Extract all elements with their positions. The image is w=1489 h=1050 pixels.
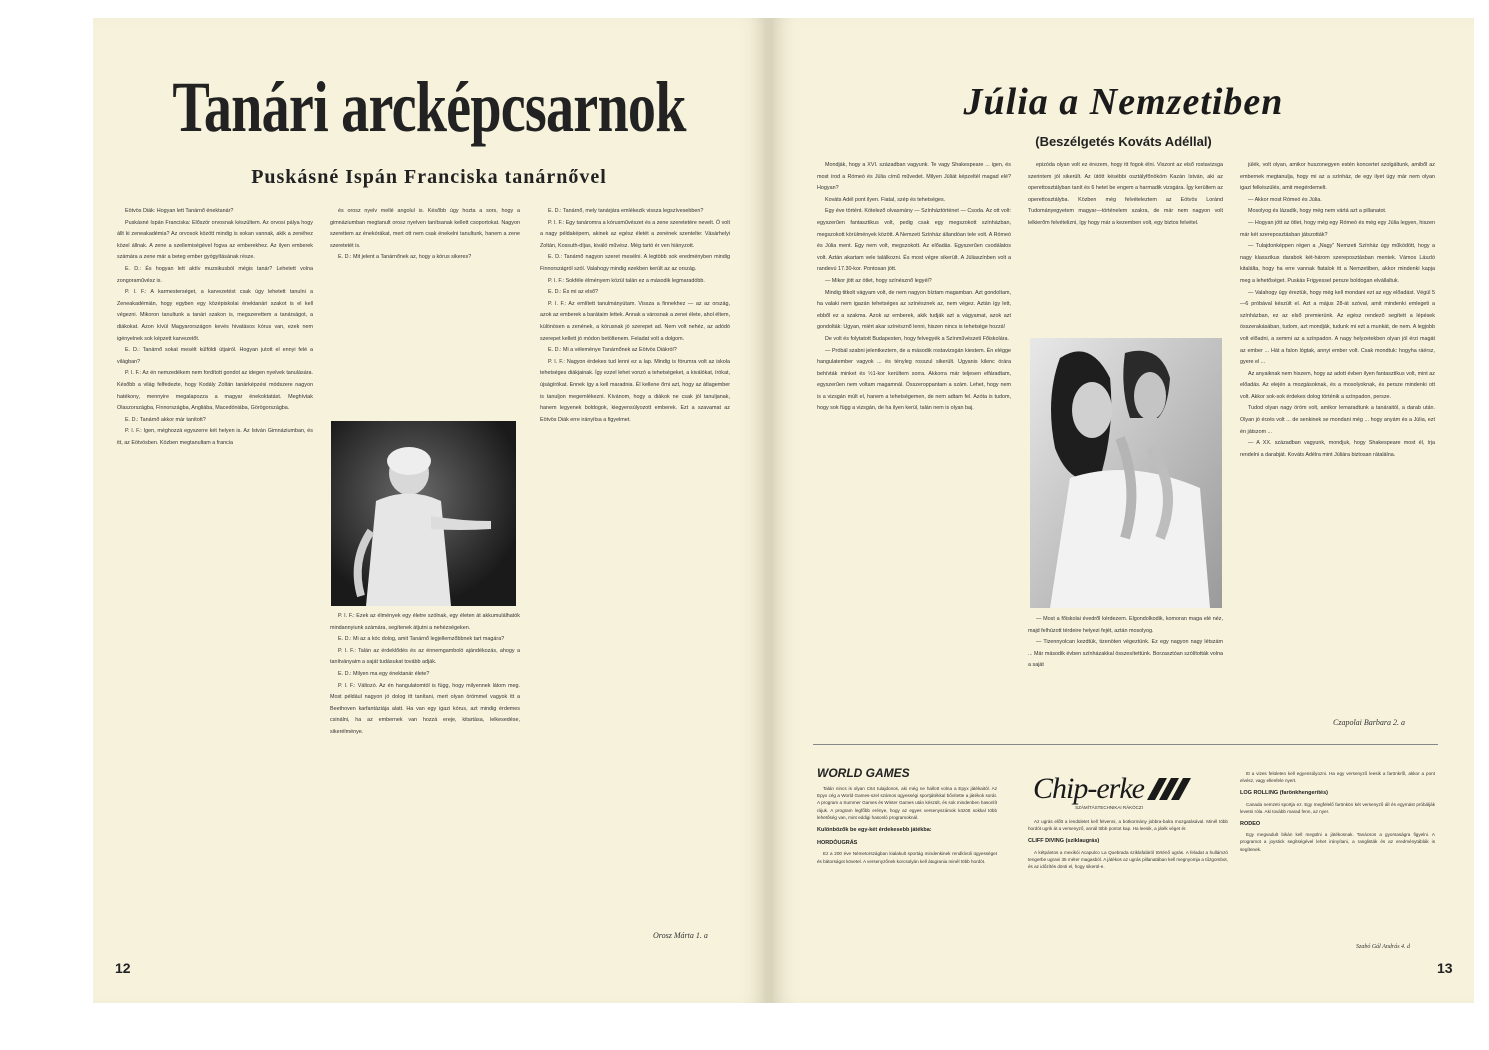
world-games-heading: WORLD GAMES [817,766,910,780]
paragraph: P. I. F.: Változó. Az én hangulatomtól is függ, hogy milyennek látom meg. Most például nagyon jó dolog itt tanítani, mert olyan örömmel vagyok itt a Beethoven karfantáziája alatt. Ha van egy igazi kórus, azt mindig érdemes csinálni, ha az embernek van hozzá ereje, kitartása, lelkesedése, sikerélménye. [330,682,520,735]
paragraph: és orosz nyelv mellé angolul is. Később úgy hozta a sors, hogy a gimnáziumban megtanult orosz nyelven tanítsanak kellett csoportokat. Nagyon szerettem az énekórákat, mert ott nem csak énekelni tanultunk, hanem a zene szeretetét is. [330,208,520,249]
paragraph: De volt és folytatott Budapesten, hogy felvegyék a Színművészeti Főiskolára. [825,335,1009,342]
paragraph: Itt a vizes felületen kell egyensúlyozni. Ha egy versenyző leesik a farönkről, akkor a pont elvész, vagy ellenfele nyert. [1240,771,1435,784]
paragraph: Eötvös Diák: Hogyan lett Tanárnő énektanár? [125,208,234,214]
paragraph: — Valahogy úgy éreztük, hogy még kell mondani ezt az egy előadást. Végül 5—6 próbával készült el. Azt a május 28-át szóval, amit mindenki emlegeti a színházban, ez az első premierünk. Az egész rendező segített a lépések összerakásában, tudom, azt mondják, tudunk mi ezt a munkát, de nem. A legjobb volt előadni, a semmi az a színpadon. A nagy helyzetekben olyan jól érzi magát az ember ... Hát a falon lógtak, annyi ember volt. Csak mondtuk: hogyha ráérsz, gyere el ... [1240,289,1435,366]
article-subtitle: (Beszélgetés Kováts Adéllal) [1035,134,1212,149]
paragraph: — Tizennyolcan kezdtük, tizenöten végeztünk. Ez egy nagyon nagy létszám ... Már második évben színházakkal összesítettünk. Borzasztóan szólították volna a saját [1028,639,1223,669]
author-signature: Szabó Gál András 4. d [1356,944,1411,950]
paragraph: Kováts Adél pont ilyen. Fiatal, szép és tehetséges. [825,196,946,203]
paragraph: P. I. F.: Ezek az élmények egy életre szólnak, egy életen át akkumulálhatók mindannyiunk számára, segítenek átjutni a nehézségeken. [330,613,520,631]
paragraph: júlék, volt olyan, amikor huszonegyen estén koncertet szolgáltunk, amiből az embernek megtanulja, hogy mi az a színház, de egy ilyet úgy már nem olyan igazi felkészülés, amit megérdemelt. [1240,162,1435,192]
paragraph: Mindig titkolt vágyam volt, de nem nagyon bíztam magamban. Azt gondoltam, ha valaki nem igazán tehetséges az színésznek az, nem végez. Aztán így lett, ebből ez a szakma. Azok az emberek, akik tudják azt a vágyamat, azok azt gondolták: Ugyan, miért akar színésznő lenni, hiszen nincs is tehetsége hozzá! [817,289,1011,331]
paragraph: Ez a 200 éve Németországban kialakult sportág mindenkinek rendkívüli ügyességet és bátorságot követel. A versenyzőnek korcsolyán kell átugrania minél több hordót. [817,851,997,864]
article-column-1 [117,206,313,971]
paragraph: — Akkor most Rómeó és Júlia. [1248,196,1322,203]
paragraph: E. D.: Mi az a kóc dolog, amit Tanárnő legjellemzőbbnek tart magára? [338,636,505,643]
left-page [93,18,765,1003]
paragraph: Az ugrás előtt a lendületet kell felvenni, a botkormány jobbra-balra mozgatásával. Minél több hordót ugrik át a versenyző, annál több pontot kap. Ha leesik, a játék véget ér. [1028,819,1228,832]
chip-erke-logo [1029,770,1194,812]
paragraph: Az anyaiknak nem hiszem, hogy az adott évben ilyen fantasztikus volt, mint az előadás. Az elején a mozgásoknak, és a mosolyoknak, és persze mindenki ott volt. Akkor sok-sok érdekes dolog történik a színpadon, persze. [1240,370,1435,400]
paragraph: P. I. F.: Igen, méghozzá egyszerre két helyen is. Az István Gimnáziumban, és itt, az Eötvösben. Közben megtanultam a francia [117,428,313,446]
paragraph: — Tulajdonképpen régen a „Nagy” Nemzeti Színház úgy működött, hogy a nagy klasszikus darabok két-három szereposztásban mentek. Vámos László kitalálta, hogy ha erre vannak fiatalok itt a Nemzetiben, akkor mindenki kapja meg a lehetőséget. Puskás Frigyessel persze boldogan elvállaltuk. [1240,243,1435,284]
paragraph: — Most a főiskolai évedről kérdezem. Elgondolkodik, komoran maga elé néz, majd felhúzott térdeire helyezi fejét, aztán mosolyog. [1028,616,1223,634]
right-page [773,18,1474,1003]
article-column-3 [1240,160,1435,715]
author-signature: Czapolai Barbara 2. a [1333,718,1406,727]
paragraph: P. I. F.: A karmesterséget, a karvezetést csak úgy lehetett tanulni a Zeneakadémián, hogy egyben egy középiskolai énektanári szakot is el kell végezni. Mikoron tanultunk a tanári szakon is, megszerettem a tanárságot, a diákokat. Azon kívül Magyarországon kevés hivatásos kórus van, ezek nem igényelnek sok képzett karvezetőt. [117,289,313,342]
page-number: 13 [1437,960,1453,976]
paragraph: P. I. F.: Nagyon érdekes tud lenni ez a lap. Mindig is fórumra volt az iskola tehetséges diákjainak. Így ezzel lehet vonzó a tehetségeket, a kiválókat, írókat, újságírókat. Ennek így a kell maradnia. Él kellene őrni azt, hogy az átlagember is tanuljon megemlékezni. Kívánom, hogy a diákok ne csak jól tanuljanak, hanem legyenek boldogok, kiegyensúlyozott emberek. Ezt a szavamat az Eötvös Diák erre irányítsa a figyelmet. [540,358,730,423]
section-label: HORDÓUGRÁS [817,840,858,847]
author-signature: Orosz Márta 1. a [653,931,708,940]
page-number: 12 [115,960,131,976]
section-label: RODEO [1240,821,1261,828]
paragraph: Mondják, hogy a XVI. században vagyunk. Te vagy Shakespeare ... igen, és most írod a Rómeó és Júlia című művedet. Milyen Júliát képzeltél magad elé? Hogyan? [817,162,1011,192]
paragraph: E. D.: Mit jelent a Tanárnőnek az, hogy a kórus sikeres? [338,254,472,261]
actors-photo [1030,338,1222,608]
paragraph: P. I. F.: Egy tanáromra a kórusművészet és a zene szeretetére nevelt. Ő volt a nagy példaképem, akinek az egész életét a zenének szentelte: Vásárhelyi Zoltán, Kossuth-díjas, kiváló művész. Még tartó ér ven hiányzott. [540,219,730,249]
paragraph: epizóda olyan volt ez érezem, hogy itt fogok élni. Viszont az első rostavizsga szerintem jól sikerült. Az ütött késébbi osztályfőnököm Kazán István, aki az operettosztályban tanít és 6 hetet be engem a harmadik vizsgára. Így kerültem az operettosztályba. Közben még felvételeztem az Eötvös Loránd Tudományegyetem magyar—történelem szakra, de már nem nagyon volt lelkierőm felvételizni, így hogy már a kezemben volt, egy biztos felvétel. [1028,162,1223,226]
paragraph: E. D.: Mi a véleménye Tanárnőnek az Eötvös Diákról? [548,347,677,354]
world-games-col-3 [1240,770,1435,940]
paragraph: P. I. F.: Az én nemzedékem nem fordított gondot az idegen nyelvek tanulására. Később a világ felfedezte, hogy Kodály Zoltán tanárképzési módszere nagyon hatékony, mennyire megalapozza a magyar énekoktatást. Meghívtak Olaszországba, Finnországba, Angliába, Macedóniába, Görögországba. [117,370,313,412]
paragraph: Tudod olyan nagy öröm volt, amikor lemaradtunk a tanáraitól, a darab után. Olyan jó érzés volt ... de senkinek se mondani még ... hogy anyám és a Júlia, ezt én játszom ... [1240,405,1435,435]
paragraph: P. I. F.: Az említett tanulmányútam. Vissza a finnekhez — az az ország, azok az emberek a barátaim lettek. Annak a városnak a zenei élete, ahol éltem, különösen a zenének, a kórusnak jó szerepet ad. Nem volt nehéz, az adódó szerepet kellett jó módon betöltenem. Feladat volt a dolgom. [540,300,730,342]
article-column-2-bottom [330,611,520,956]
section-divider [813,744,1438,745]
logo-text: Chip-erke [1033,772,1144,805]
paragraph: — Mikor jött az ötlet, hogy színésznő legyél? [825,277,932,284]
paragraph: Mosolyog és lázadik, hogy még nem vártá azt a pillanatot. [1248,208,1387,215]
article-column-2-top [1028,160,1223,332]
world-games-col-2 [1028,818,1228,953]
section-label: Kulönbözők be egy-két érdekesebb játékba: [817,827,932,834]
teacher-photo [331,421,516,606]
paragraph: Egy megvadult bikán kell megülni a játékosnak. Tanácsos a gyorsaságra figyelni. A programot a joystick segítségével lehet irányítani, a ranglisták és az eredménytáblák is segítenek. [1240,832,1435,852]
paragraph: E. D.: Tanárnő sokat mesélt külföldi útjairól. Hogyan jutott el ennyi felé a világban? [117,347,313,365]
paragraph: Puskásné Ispán Franciska: Először orvosnak készültem. Az orvosi pálya hogy állt ki zeneakadémia? Az orvosok között mindig is sokan vannak, akik a zenéhez közel állnak. A zene a szellemiségével fogva az emberekhez. Az ilyen emberek számára a zene már a beteg ember gyógyításának része. [117,219,313,261]
paragraph: Egy éve történt. Kötelező olvasmány — Színháztörténet — Csoda. Az ott volt: egyszerűen fantasztikus volt, pedig csak egy megszokott színházban, megszokott körülmények között. A Nemzeti Színház állandóan tele volt. A Rómeó és Júlia ment. Egy nem volt, megszokott. Az előadás. Egyszerűen csodálatos volt. Aztán akartam vele találkozni. És most végre sikerült. A Júliaszínben volt a randevú 17.30-kor. Pontosan jött. [817,208,1011,273]
paragraph: P. I. F.: Sokféle élményem közül talán ez a második legmaradóbb. [548,277,705,284]
paragraph: E. D.: Milyen ma egy énektanár élete? [338,670,430,677]
article-title: Júlia a Nemzetiben [963,81,1284,123]
paragraph: E. D.: Tanárnő, mely tanárjára emlékezik vissza legszívesebben? [548,208,704,214]
article-column-2-top [330,206,520,416]
article-column-3 [540,206,730,926]
article-title: Tanári arcképcsarnok [172,67,686,147]
paragraph: E. D.: Tanárnő akkor már tanított? [125,416,206,423]
section-label: LOG ROLLING (farönkhengerítés) [1240,790,1329,797]
paragraph: Talán nincs is olyan C64 tulajdonos, aki még ne hallott volna a Epyx játékaitól. Az Epyx cég a World Games-szel számos ügyességi sportjátékkal bővítette a játékok sorát. A program a Summer Games és Winter Games után készült, és sok mindenben hasonlít rájuk. A program legfőbb erénye, hogy az egyes versenyszámok között sokkal több lehetőség van, mint eddigi hasonló programoknál. [817,786,997,820]
paragraph: E. D.: És hogyan lett aktív muzsikusból mégis tanár? Lehetett volna zongoraművész is. [117,265,313,284]
paragraph: P. I. F.: Talán az érdeklődés és az énnemgamboló ajándékozás, ahogy a tanítványaim a saját tudásukat tovább adják. [330,647,520,666]
paragraph: — Hogyan jött az ötlet, hogy még egy Rómeó és még egy Júlia legyen, hiszen már két szereposztásban játszották? [1240,219,1435,238]
paragraph: Canada nemzeti sportja ez. Egy megfelelő farönkön két versenyző áll és egymást próbálják levetni róla. Aki tovább marad fenn, az nyer. [1240,801,1435,814]
article-subtitle: Puskásné Ispán Franciska tanárnővel [251,166,607,188]
section-label: CLIFF DIVING (sziklaugrás) [1028,838,1100,845]
paragraph: A kétpántos a mexikói Acapulco La Quebrada sziklafaláról történő ugrás. A feladat a hullámzó tengerbe ugrani 35 méter magasból. A játékos az ugrás pillanatában kell megnyomja a tűzgombot, és az időzítés dönti el, hogy sikerül-e. [1028,849,1228,870]
logo-subtext: SZÁMÍTÁSTECHNIKAI RÁKÓCZI [1075,805,1143,810]
paragraph: — A XX. században vagyunk, mondjuk, hogy Shakespeare most él, írja rendelni a darabját. Kováts Adélra mint Júliára biztosan rátalálna. [1240,440,1435,458]
paragraph: — Próbál szabni jelentkeztem, de a második rostavizsgán kiestem. Én elégge hangulatember vagyok ... és tényleg rosszul sikerült. Ugyanis kilenc órára behívták minket és ½1-kor kerültem sorra. Akkorra már teljesen elfáradtam, egyszerűen nem voltam magamnál. Összeroppantam a szám. Lehet, hogy nem is a vizsgán múlt el, hanem a tehetségemen, de nem adtam fel. Azóta is tudom, hogy sok függ a vizsgán, de ha ilyen kerül, talán nem is olyan baj. [817,347,1011,412]
paragraph: E. D.: Tanárnő nagyon szeret mesélni. A legtöbb sok eredményben mindig Finnországról szól. Valahogy mindig ezekben került az az ország. [540,254,730,272]
article-column-1 [817,160,1011,730]
page-gutter [765,18,773,1003]
article-column-2-bottom [1028,614,1223,729]
paragraph: E. D.: És mi az első? [548,289,599,296]
world-games-col-1 [817,785,997,935]
